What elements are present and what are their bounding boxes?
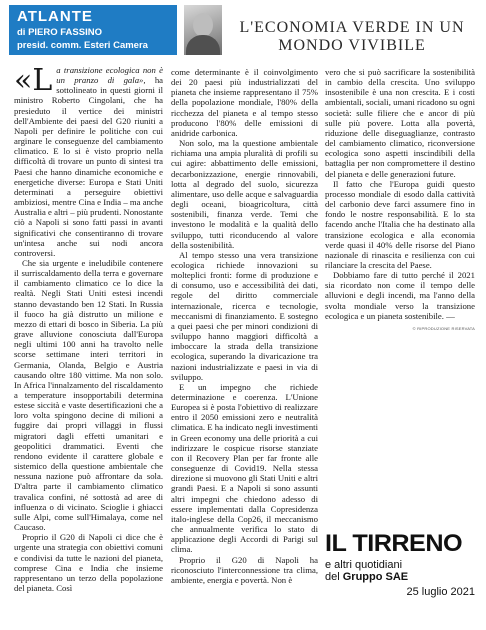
brand-group-prefix: del <box>325 571 343 583</box>
article-headline: L'ECONOMIA VERDE IN UN MONDO VIVIBILE <box>239 19 465 54</box>
brand-group-name: Gruppo SAE <box>342 571 409 583</box>
article-column-3 <box>325 67 475 334</box>
intro-italic: a transizione ecologica non è un pranzo di gala», <box>56 65 163 86</box>
paragraph: Che sia urgente e ineludibile contenere il surriscaldamento della terra e governare il cambiamento climatico ce lo dice la realtà. Negli Stati Uniti estesi incendi stanno devastando ben 12 Stati. In Russia il fuoco ha già distrutto un milione e mezzo di ettari di bosco in Siberia. La più grave alluvione conosciuta dall'Europa negli ultimi 100 anni ha travolto nelle scorse settimane interi territori in Germania, Olanda, Belgio e Austria causando oltre 180 vittime. Ma non solo. In Africa l'innalzamento del riscaldamento a temperature insopportabili determina estese siccità e vaste desertificazioni che a loro volta spingono decine di milioni a fuggire dai propri villaggi in flussi migratori dagli effetti umanitari e geopolitici drammatici. Eventi che rendono evidente il carattere globale e sistemico della questione ambientale che nessuna nazione può affrontare da sola. D'altra parte il cambiamento climatico travalica confini, né sottostà ad aree di influenza o di vicinato. Scioglie i ghiacci sulle Alpi, come sull'Himalaya, come nel Caucaso. <box>14 257 163 533</box>
author-shoulders <box>186 35 220 55</box>
paragraph: come determinante è il coinvolgimento dei 20 paesi più industrializzati del pianeta che insieme rappresentano il 75% della popolazione mondiale, l'80% della ricchezza del pianeta e al tempo stesso producono l'80% delle emissioni di anidride carbonica. <box>171 67 318 138</box>
paragraph: E un impegno che richiede determinazione e coerenza. L'Unione Europea si è posta l'obiettivo di realizzare entro il 2050 emissioni zero e neutralità climatica. E ha indicato negli investimenti in Green economy una delle priorità a cui indirizzare le cospicue risorse stanziate con il Recovery Plan per far fronte alle conseguenze di Covid19. Nella stessa direzione si muovono gli Stati Uniti e altri grandi Paesi. E a Napoli si sono assunti altri impegni che chiedono adesso di essere implementati dalla Copresidenza italo-inglese della Cop26, il meccanismo che annualmente verifica lo stato di applicazione degli Accordi di Parigi sul clima. <box>171 381 318 555</box>
paragraph: vero che si può sacrificare la sostenibilità in cambio della crescita. Uno sviluppo insostenibile è una non crescita. E i costi ambientali, sociali, umani ricadono su ogni società: sulle filiere che e ancor di più sulle più povere. Lotta alla povertà, riduzione delle diseguaglianze, contrasto del cambiamento climatico, riconversione ecologica sono aspetti inscindibili della battaglia per non compromettere il destino del pianeta e delle generazioni future. <box>325 67 475 179</box>
paragraph: Dobbiamo fare di tutto perché il 2021 sia ricordato non come il tempo delle alluvioni e degli incendi, ma l'anno della svolta mondiale verso la transizione ecologica e un pianeta sostenibile. — <box>325 270 475 321</box>
brand-group <box>325 571 475 583</box>
newspaper-logo: IL TIRRENO <box>325 530 463 557</box>
brand-subtitle: e altri quotidiani <box>325 559 403 571</box>
author-name: di PIERO FASSINO <box>17 27 102 38</box>
drop-quote: «L <box>14 63 53 98</box>
paragraph: Il fatto che l'Europa guidi questo processo mondiale di esodo dalla cattività del carbonio deve farci assumere fino in fondo le nostre responsabilità. E lo sta facendo anche l'Italia che ha destinato alla transizione ecologica e alla economia verde quasi il 40% delle risorse del Piano nazionale di rinascita e resilienza con cui rilanciare la crescita del Paese. <box>325 178 475 270</box>
column-header <box>9 5 177 55</box>
author-role: presid. comm. Esteri Camera <box>17 40 148 51</box>
paragraph: Non solo, ma la questione ambientale richiama una ampia pluralità di profili su cui agire: abbattimento delle emissioni, decarbonizzazione, energie rinnovabili, lotta al degrado del suolo, sicurezza alimentare, uso delle acque e salvaguardia degli oceani, bioagricoltura, città sostenibili, finanza verde. Temi che investono le modalità e la qualità dello sviluppo, tutti riconducendo al valore della sostenibilità. <box>171 138 318 250</box>
article-column-2 <box>171 67 318 585</box>
article-column-1 <box>14 65 163 593</box>
rubric-title: ATLANTE <box>17 8 93 25</box>
author-face <box>193 13 213 37</box>
paragraph <box>14 65 163 258</box>
newspaper-clipping <box>9 5 479 625</box>
publication-date: 25 luglio 2021 <box>406 586 475 598</box>
copyright-credit: © RIPRODUZIONE RISERVATA <box>412 325 475 331</box>
newspaper-brand <box>325 530 475 598</box>
paragraph: Proprio il G20 di Napoli ci dice che è urgente una strategia con obiettivi comuni e condivisi da tutte le nazioni del pianeta, comprese Cina e India che insieme rappresentano un terzo della popolazione del pianeta. Così <box>14 532 163 593</box>
paragraph: Proprio il G20 di Napoli ha riconosciuto l'interconnessione tra clima, ambiente, energia e povertà. Non è <box>171 554 318 585</box>
paragraph: Al tempo stesso una vera transizione ecologica richiede innovazioni su molteplici fronti: forme di produzione e di consumo, uso e accessibilità dei dati, regole del diritto commerciale internazionale, ricerca e tecnologie, meccanismi di finanziamento. E sostegno a quei paesi che per minori condizioni di sviluppo hanno maggiori difficoltà a imboccare la strada della transizione ecologica, superando la divaricazione tra nazioni industrializzate e paesi in via di sviluppo. <box>171 249 318 382</box>
paragraph-text: ha sottolineato in questi giorni il ministro Roberto Cingolani, che ha presieduto il vertice dei ministri dell'Ambiente dei paesi del G20 riuniti a Napoli per definire le politiche con cui arginare le conseguenze del cambiamento climatico. E lo si è visto proprio nella difficoltà di trovare un punto di sintesi tra Paesi che hanno dinamiche economiche e energetiche diverse: Europa e Stati Uniti determinati a perseguire obiettivi ambiziosi, mentre Cina e India – ma anche Australia e altri – più prudenti. Nonostante ciò a Napoli si sono fatti passi in avanti significativi che consentiranno di trovare un'intesa anche sui nodi ancora controversi. <box>14 75 164 258</box>
author-photo <box>184 5 222 55</box>
